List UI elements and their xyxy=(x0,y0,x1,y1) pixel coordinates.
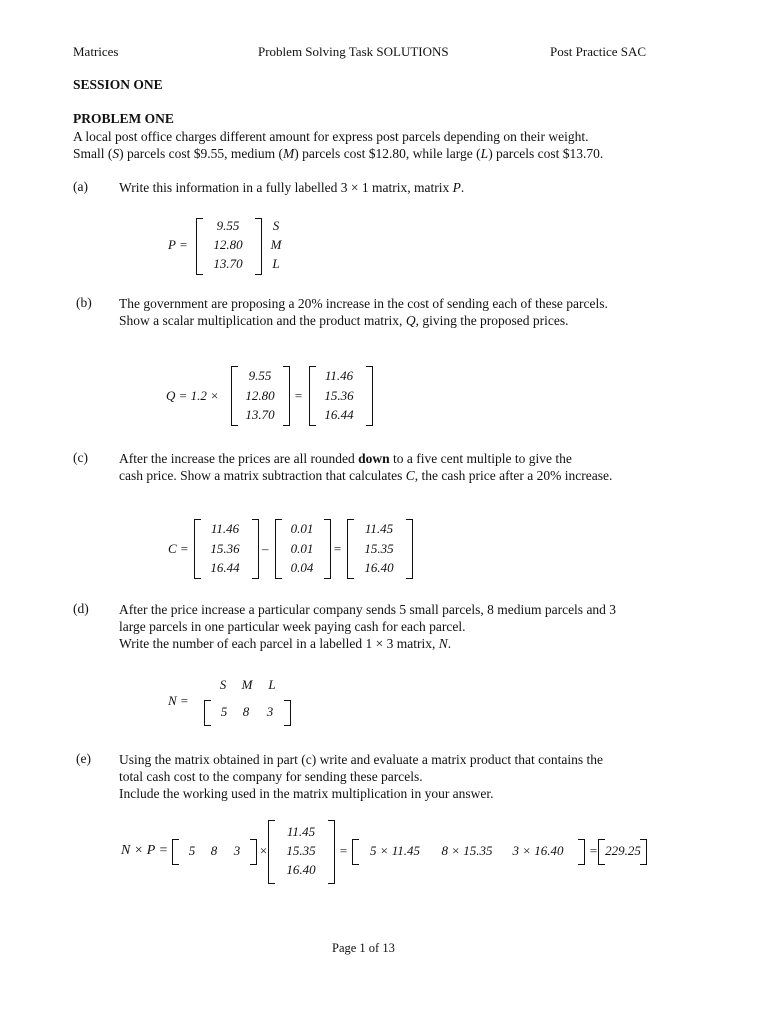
matrix-cell: 9.55 xyxy=(216,218,240,233)
total-cost: 229.25 xyxy=(605,843,641,858)
part-d-question xyxy=(119,601,616,652)
matrix-cell: 15.35 xyxy=(364,541,394,556)
matrix-cell: 5 × 11.45 xyxy=(369,843,421,858)
matrix-cell: 0.01 xyxy=(290,521,314,536)
right-bracket xyxy=(366,366,373,426)
matrix-cell: 5 xyxy=(220,704,228,719)
matrix-p-lhs: P = xyxy=(168,237,188,252)
matrix-cell: 8 xyxy=(210,843,218,858)
row-label: L xyxy=(272,256,280,271)
right-bracket xyxy=(284,700,291,726)
right-bracket xyxy=(255,218,262,275)
matrix-cell: 16.44 xyxy=(324,407,354,422)
matrix-n-lhs: N = xyxy=(168,693,189,708)
part-e-label: (e) xyxy=(76,751,91,766)
part-d-label: (d) xyxy=(73,601,89,616)
part-b-label: (b) xyxy=(76,295,92,310)
intro-paragraph xyxy=(73,128,603,162)
matrix-cell: 8 xyxy=(242,704,250,719)
header-right: Post Practice SAC xyxy=(550,44,647,59)
matrix-cell: 13.70 xyxy=(245,407,275,422)
times-sign: × xyxy=(259,843,268,858)
part-e-line-1: Using the matrix obtained in part (c) write and evaluate a matrix product that contains the xyxy=(119,752,603,767)
right-bracket xyxy=(578,839,585,865)
matrix-cell: 0.01 xyxy=(290,541,314,556)
problem-title: PROBLEM ONE xyxy=(73,111,174,126)
part-e-line-3: Include the working used in the matrix multiplication in your answer. xyxy=(119,786,494,801)
column-label: M xyxy=(241,677,253,692)
product-lhs: N × P = xyxy=(121,843,169,858)
part-c-question xyxy=(119,450,612,484)
column-label: L xyxy=(268,677,276,692)
equals-sign: = xyxy=(333,541,342,556)
part-a-label: (a) xyxy=(73,179,88,194)
matrix-cell: 11.45 xyxy=(364,521,394,536)
part-e-line-2: total cash cost to the company for sending these parcels. xyxy=(119,769,423,784)
right-bracket xyxy=(406,519,413,579)
matrix-cell: 3 xyxy=(266,704,274,719)
right-bracket xyxy=(283,366,290,426)
page-number: Page 1 of 13 xyxy=(332,941,395,955)
matrix-cell: 16.40 xyxy=(364,560,394,575)
part-e-question xyxy=(119,751,603,802)
right-bracket xyxy=(250,839,257,865)
matrix-cell: 15.36 xyxy=(210,541,240,556)
matrix-cell: 8 × 15.35 xyxy=(441,843,493,858)
header-left: Matrices xyxy=(73,44,119,59)
right-bracket xyxy=(324,519,331,579)
matrix-cell: 15.35 xyxy=(286,843,316,858)
matrix-c-lhs: C = xyxy=(168,541,189,556)
part-c-line-2: cash price. Show a matrix subtraction that calculates C, the cash price after a 20% increase. xyxy=(119,468,613,483)
matrix-cell: 11.45 xyxy=(286,824,316,839)
intro-line-1: A local post office charges different amount for express post parcels depending on their weight. xyxy=(73,129,589,144)
matrix-cell: 3 xyxy=(233,843,241,858)
header-center: Problem Solving Task SOLUTIONS xyxy=(258,44,449,59)
part-c-label: (c) xyxy=(73,450,88,465)
matrix-cell: 3 × 16.40 xyxy=(512,843,564,858)
matrix-cell: 9.55 xyxy=(248,368,272,383)
part-a-question: Write this information in a fully labelled 3 × 1 matrix, matrix P. xyxy=(119,180,465,195)
left-bracket xyxy=(172,839,179,865)
part-b-line-2: Show a scalar multiplication and the product matrix, Q, giving the proposed prices. xyxy=(119,313,569,328)
part-d-line-1: After the price increase a particular company sends 5 small parcels, 8 medium parcels and 3 xyxy=(119,602,617,617)
right-bracket xyxy=(252,519,259,579)
part-b-line-1: The government are proposing a 20% increase in the cost of sending each of these parcels. xyxy=(119,296,608,311)
right-bracket xyxy=(328,820,335,884)
matrix-cell: 12.80 xyxy=(245,388,275,403)
intro-line-2: Small (S) parcels cost $9.55, medium (M) parcels cost $12.80, while large (L) parcels cost $13.70. xyxy=(73,146,604,161)
part-b-question xyxy=(119,295,608,329)
matrix-cell: 0.04 xyxy=(290,560,314,575)
left-bracket xyxy=(352,839,359,865)
matrix-cell: 11.46 xyxy=(324,368,354,383)
matrix-cell: 13.70 xyxy=(213,256,243,271)
equals-sign: = xyxy=(339,843,348,858)
matrix-cell: 16.40 xyxy=(286,862,316,877)
matrix-cell: 16.44 xyxy=(210,560,240,575)
matrix-cell: 12.80 xyxy=(213,237,243,252)
right-bracket xyxy=(640,839,647,865)
equals-sign: = xyxy=(589,843,598,858)
matrix-cell: 5 xyxy=(188,843,196,858)
equals-sign: = xyxy=(294,388,303,403)
minus-sign: – xyxy=(262,541,269,556)
column-label: S xyxy=(219,677,227,692)
part-d-line-3: Write the number of each parcel in a labelled 1 × 3 matrix, N. xyxy=(119,636,452,651)
matrix-cell: 15.36 xyxy=(324,388,354,403)
left-bracket xyxy=(204,700,211,726)
matrix-cell: 11.46 xyxy=(210,521,240,536)
session-title: SESSION ONE xyxy=(73,77,163,92)
row-label: S xyxy=(272,218,280,233)
matrix-q-lhs: Q = 1.2 × xyxy=(166,388,219,403)
part-d-line-2: large parcels in one particular week paying cash for each parcel. xyxy=(119,619,466,634)
part-c-line-1: After the increase the prices are all rounded down to a five cent multiple to give the xyxy=(119,451,572,466)
row-label: M xyxy=(270,237,282,252)
